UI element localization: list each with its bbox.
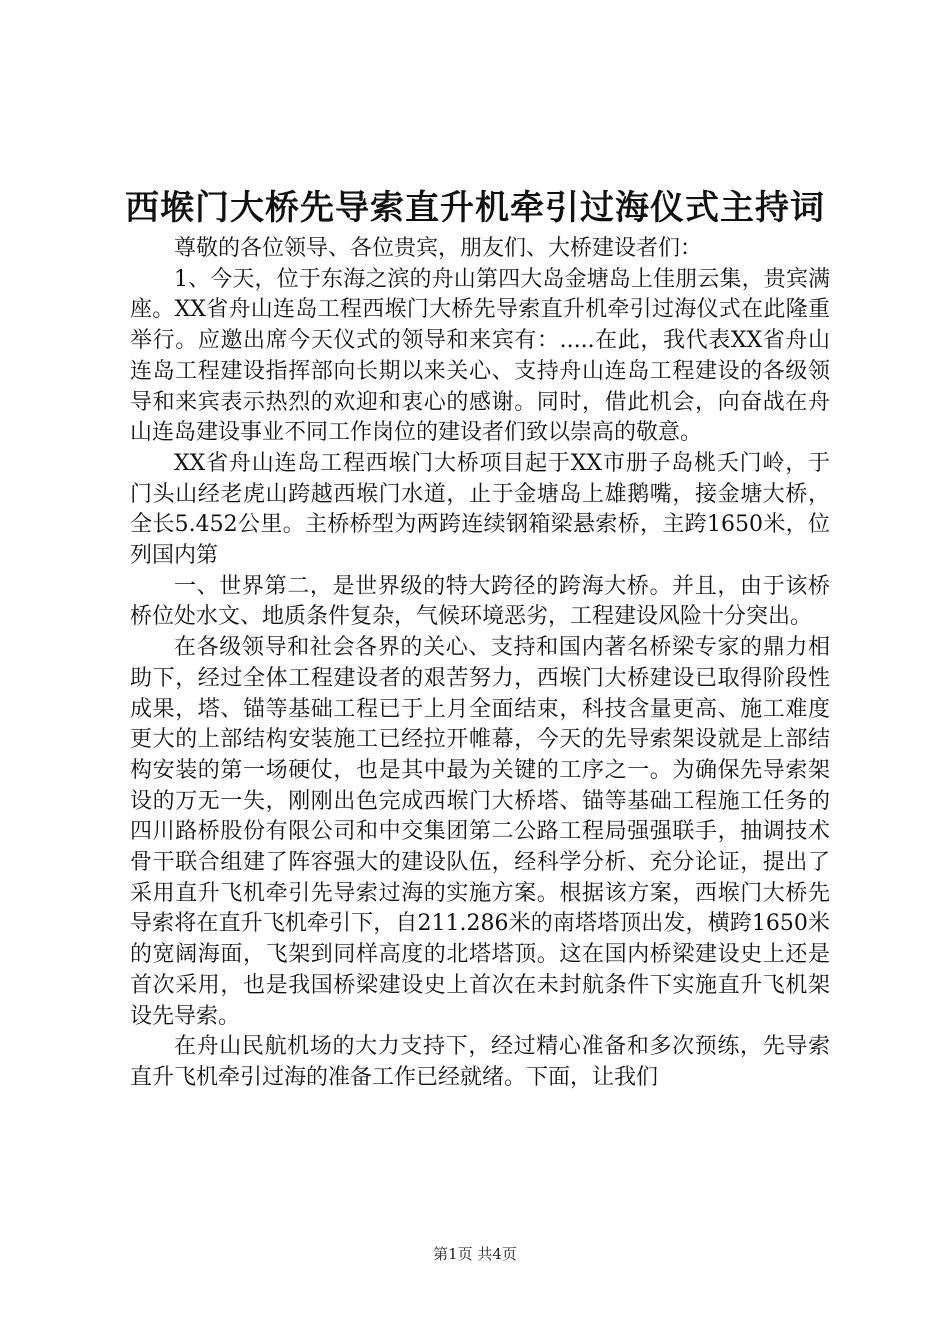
- document-body: [130, 234, 830, 1094]
- paragraph: 在舟山民航机场的大力支持下，经过精心准备和多次预练，先导索直升飞机牵引过海的准备工作已经就绪。下面，让我们: [130, 1034, 830, 1090]
- paragraph: 1、今天，位于东海之滨的舟山第四大岛金塘岛上佳朋云集，贵宾满座。XX省舟山连岛工程西堠门大桥先导索直升机牵引过海仪式在此隆重举行。应邀出席今天仪式的领导和来宾有：.....在此，我代表XX省舟山连岛工程建设指挥部向长期以来关心、支持舟山连岛工程建设的各级领导和来宾表示热烈的欢迎和衷心的感谢。同时，借此机会，向奋战在舟山连岛建设事业不同工作岗位的建设者们致以崇高的敬意。: [130, 266, 830, 446]
- paragraph: XX省舟山连岛工程西堠门大桥项目起于XX市册子岛桃夭门岭，于门头山经老虎山跨越西堠门水道，止于金塘岛上雄鹅嘴，接金塘大桥，全长5.452公里。主桥桥型为两跨连续钢箱梁悬索桥，主跨1650米，位列国内第: [130, 450, 830, 569]
- page-footer: 第1页 共4页: [433, 1245, 517, 1263]
- paragraph-greeting: 尊敬的各位领导、各位贵宾，朋友们、大桥建设者们：: [174, 236, 703, 261]
- paragraph: 在各级领导和社会各界的关心、支持和国内著名桥梁专家的鼎力相助下，经过全体工程建设者的艰苦努力，西堠门大桥建设已取得阶段性成果，塔、锚等基础工程已于上月全面结束，科技含量更高、施工难度更大的上部结构安装施工已经拉开帷幕，今天的先导索架设就是上部结构安装的第一场硬仗，也是其中最为关键的工序之一。为确保先导索架设的万无一失，刚刚出色完成西堠门大桥塔、锚等基础工程施工任务的四川路桥股份有限公司和中交集团第二公路工程局强强联手，抽调技术骨干联合组建了阵容强大的建设队伍，经科学分析、充分论证，提出了采用直升飞机牵引先导索过海的实施方案。根据该方案，西堠门大桥先导索将在直升飞机牵引下，自211.286米的南塔塔顶出发，横跨1650米的宽阔海面，飞架到同样高度的北塔塔顶。这在国内桥梁建设史上还是首次采用，也是我国桥梁建设史上首次在未封航条件下实施直升飞机架设先导索。: [130, 635, 830, 1029]
- document-title: 西堠门大桥先导索直升机牵引过海仪式主持词: [125, 188, 825, 228]
- paragraph: 一、世界第二，是世界级的特大跨径的跨海大桥。并且，由于该桥桥位处水文、地质条件复杂，气候环境恶劣，工程建设风险十分突出。: [130, 573, 830, 630]
